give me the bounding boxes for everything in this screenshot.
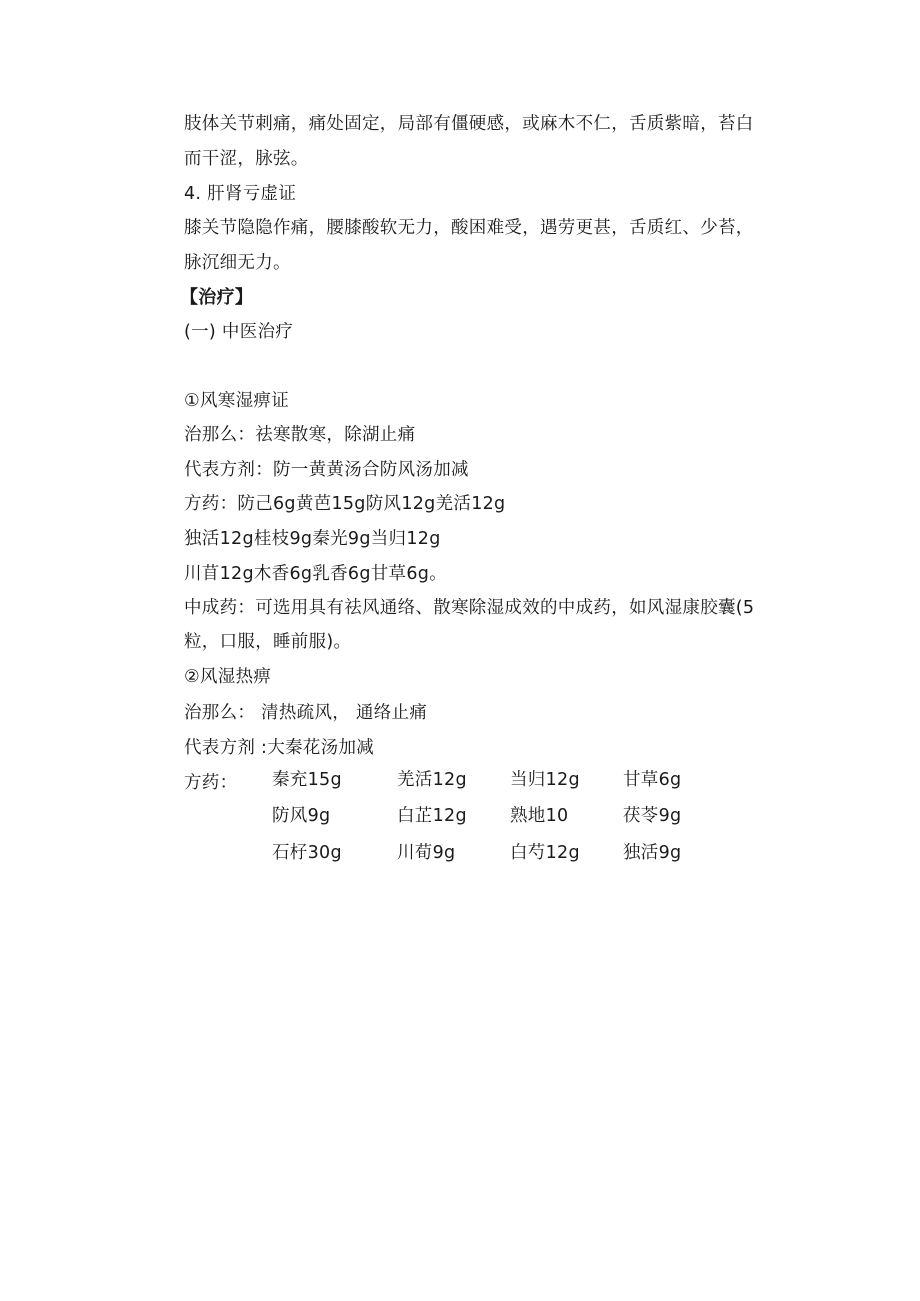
herb-cell: 独活9g bbox=[623, 843, 682, 863]
herb-cell: 羌活12g bbox=[397, 770, 467, 790]
herb-list-line: 方药：防己6g黄芭15g防风12g羌活12g bbox=[184, 494, 506, 514]
herb-cell: 熟地10 bbox=[510, 806, 569, 826]
representative-formula: 代表方剂 :大秦花汤加减 bbox=[184, 738, 375, 758]
herb-list-line: 独活12g桂枝9g秦光9g当归12g bbox=[184, 529, 441, 549]
patent-medicine-line: 中成药：可选用具有祛风通络、散寒除湿成效的中成药，如风湿康胶囊(5 bbox=[184, 598, 755, 618]
herb-cell: 石杍30g bbox=[272, 843, 342, 863]
treatment-method: 治那么：祛寒散寒，除湖止痛 bbox=[184, 425, 416, 445]
treatment-method: 治那么： 清热疏风， 通络止痛 bbox=[184, 703, 428, 723]
herb-cell: 茯苓9g bbox=[623, 806, 682, 826]
patent-medicine-line: 粒，口服，睡前服)。 bbox=[184, 632, 352, 652]
paragraph-line: 脉沉细无力。 bbox=[184, 253, 291, 273]
herb-cell: 川荀9g bbox=[397, 843, 456, 863]
paragraph-line: 而干涩，脉弦。 bbox=[184, 149, 309, 169]
syndrome-title: 4. 肝肾亏虚证 bbox=[184, 184, 297, 204]
herb-table-label: 方药： bbox=[184, 773, 238, 793]
herb-cell: 秦充15g bbox=[272, 770, 342, 790]
paragraph-line: 膝关节隐隐作痛，腰膝酸软无力，酸困难受，遇劳更甚，舌质红、少苔， bbox=[184, 218, 754, 238]
representative-formula: 代表方剂：防一黄黄汤合防风汤加减 bbox=[184, 460, 469, 480]
herb-list-line: 川苜12g木香6g乳香6g甘草6g。 bbox=[184, 564, 448, 584]
sub-heading: (一) 中医治疗 bbox=[184, 322, 294, 342]
herb-cell: 白芷12g bbox=[397, 806, 467, 826]
paragraph-line: 肢体关节刺痛，痛处固定，局部有僵硬感，或麻木不仁，舌质紫暗，苔白 bbox=[184, 114, 754, 134]
syndrome-title: ①风寒湿痹证 bbox=[184, 391, 289, 411]
syndrome-title: ②风湿热痹 bbox=[184, 667, 272, 687]
herb-cell: 白芍12g bbox=[510, 843, 580, 863]
herb-cell: 甘草6g bbox=[623, 770, 682, 790]
herb-cell: 防风9g bbox=[272, 806, 331, 826]
section-heading: 【治疗】 bbox=[180, 287, 254, 308]
herb-cell: 当归12g bbox=[510, 770, 580, 790]
